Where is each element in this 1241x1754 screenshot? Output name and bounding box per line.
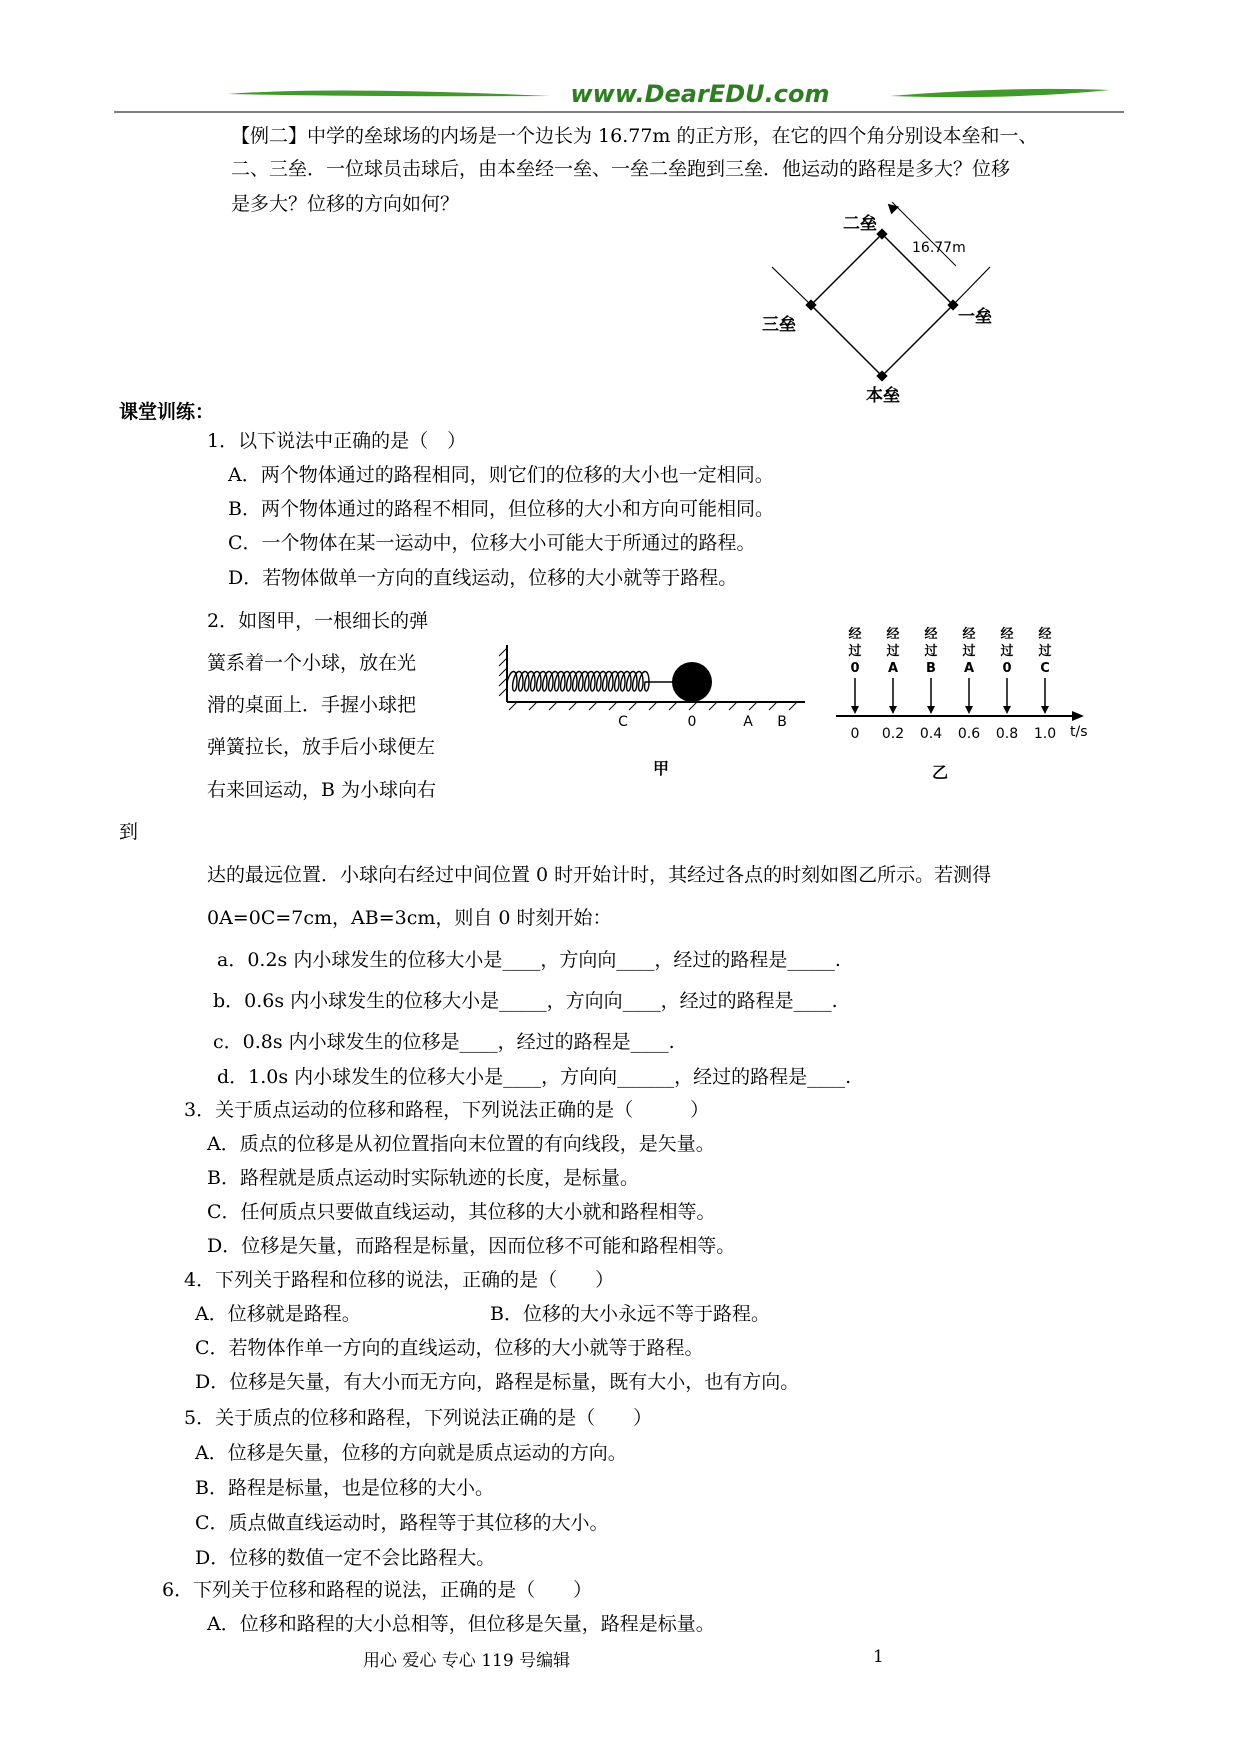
logo-text: www.DearEDU.com (570, 80, 830, 108)
dimension-line (892, 202, 956, 266)
side-length-label: 16.77m (912, 240, 966, 256)
spring (507, 672, 673, 692)
svg-text:经: 经 (1000, 627, 1014, 642)
q4-option-d: D．位移是矢量，有大小而无方向，路程是标量，既有大小，也有方向。 (195, 1371, 800, 1393)
footer-text: 用心 爱心 专心 119 号编辑 (363, 1651, 571, 1671)
q3-option-a: A．质点的位移是从初位置指向末位置的有向线段，是矢量。 (207, 1133, 715, 1155)
q2-text-line-2: 簧系着一个小球，放在光 (207, 652, 417, 674)
q2-text-line-4: 弹簧拉长，放手后小球便左 (207, 736, 436, 758)
q5-stem: 5．关于质点的位移和路程，下列说法正确的是（ ） (184, 1407, 653, 1429)
svg-text:经: 经 (886, 627, 900, 642)
diamond-figure (760, 200, 1010, 415)
base-3-label: 三垒 (762, 315, 796, 335)
q2-sub-a: a．0.2s 内小球发生的位移大小是____，方向向____，经过的路程是_____. (217, 949, 841, 971)
q2-text-line-1: 2．如图甲，一根细长的弹 (207, 610, 429, 632)
foul-line-left (772, 267, 811, 305)
page-number: 1 (873, 1647, 884, 1667)
q4-option-a: A．位移就是路程。 (195, 1303, 361, 1325)
dimension-arrow-top (884, 200, 899, 214)
q4-option-c: C．若物体作单一方向的直线运动，位移的大小就等于路程。 (195, 1337, 704, 1359)
q5-option-a: A．位移是矢量，位移的方向就是质点运动的方向。 (195, 1442, 627, 1464)
example2-line-3: 是多大？位移的方向如何？ (231, 193, 460, 215)
tick-label-0: 0 (850, 726, 860, 742)
svg-text:经: 经 (848, 627, 862, 642)
foul-line-right (953, 267, 990, 305)
wall-hatching (499, 648, 507, 696)
svg-text:经: 经 (1038, 627, 1052, 642)
tick-label-2: 0.4 (919, 726, 943, 742)
q1-option-d: D．若物体做单一方向的直线运动，位移的大小就等于路程。 (228, 567, 738, 589)
time-axis-arrow (1072, 711, 1084, 721)
svg-text:B: B (926, 661, 936, 676)
pass-marker-3 (924, 626, 937, 676)
tick-label-1: 0.2 (881, 726, 905, 742)
point-0-label: 0 (687, 714, 697, 730)
q2-text-line-5: 右来回运动，B 为小球向右 (207, 779, 437, 801)
q6-option-a: A．位移和路程的大小总相等，但位移是矢量，路程是标量。 (207, 1613, 715, 1635)
tick-label-5: 1.0 (1033, 726, 1057, 742)
q2-cont-line-1: 达的最远位置．小球向右经过中间位置 0 时开始计时，其经过各点的时刻如图乙所示。若测得 (207, 864, 992, 886)
q4-stem: 4．下列关于路程和位移的说法，正确的是（ ） (184, 1269, 615, 1291)
pass-marker-1 (848, 626, 861, 676)
q2-sub-d: d．1.0s 内小球发生的位移大小是____，方向向______，经过的路程是____. (217, 1066, 852, 1088)
figure-jia (495, 640, 815, 785)
example2-line-2: 二、三垒．一位球员击球后，由本垒经一垒、一垒二垒跑到三垒．他运动的路程是多大？位移 (231, 158, 1011, 180)
svg-text:过: 过 (886, 644, 900, 659)
q3-stem: 3．关于质点运动的位移和路程，下列说法正确的是（ ） (184, 1099, 710, 1121)
pass-marker-5 (1000, 626, 1013, 676)
svg-text:A: A (963, 661, 975, 676)
svg-text:过: 过 (1000, 644, 1014, 659)
svg-text:过: 过 (924, 644, 938, 659)
q3-option-b: B．路程就是质点运动时实际轨迹的长度，是标量。 (207, 1167, 639, 1189)
q3-option-c: C．任何质点只要做直线运动，其位移的大小就和路程相等。 (207, 1201, 716, 1223)
q3-option-d: D．位移是矢量，而路程是标量，因而位移不可能和路程相等。 (207, 1235, 736, 1257)
caption-yi: 乙 (931, 763, 949, 782)
q4-option-b: B．位移的大小永远不等于路程。 (490, 1303, 770, 1325)
q2-sub-b: b．0.6s 内小球发生的位移大小是_____，方向向____，经过的路程是____. (213, 990, 838, 1012)
time-unit-label: t/s (1070, 724, 1088, 740)
q2-cont-line-2: 0A=0C=7cm，AB=3cm，则自 0 时刻开始： (207, 907, 612, 929)
base-2-label: 二垒 (843, 214, 877, 234)
svg-text:C: C (1040, 661, 1050, 676)
q5-option-d: D．位移的数值一定不会比路程大。 (195, 1547, 496, 1569)
table-hatching (509, 702, 797, 710)
caption-jia: 甲 (652, 759, 670, 778)
base-1-label: 一垒 (958, 307, 992, 327)
q1-option-c: C．一个物体在某一运动中，位移大小可能大于所通过的路程。 (228, 532, 756, 554)
pass-marker-6 (1038, 626, 1051, 676)
section-title: 课堂训练： (119, 401, 215, 423)
q1-stem: 1．以下说法中正确的是（ ） (207, 430, 467, 452)
ball (672, 662, 712, 702)
tick-label-4: 0.8 (995, 726, 1019, 742)
home-label: 本垒 (866, 386, 900, 406)
svg-text:0: 0 (850, 661, 860, 676)
q1-option-a: A．两个物体通过的路程相同，则它们的位移的大小也一定相同。 (228, 464, 774, 486)
svg-text:0: 0 (1002, 661, 1012, 676)
point-c-label: C (618, 714, 628, 730)
svg-text:A: A (887, 661, 899, 676)
point-a-label: A (743, 714, 753, 730)
pass-marker-4 (962, 626, 975, 676)
q2-wrap-word: 到 (119, 821, 139, 843)
svg-text:过: 过 (1038, 644, 1052, 659)
example2-line-1: 【例二】中学的垒球场的内场是一个边长为 16.77m 的正方形，在它的四个角分别设本垒和一、 (231, 125, 1038, 147)
q5-option-b: B．路程是标量，也是位移的大小。 (195, 1477, 494, 1499)
q1-option-b: B．两个物体通过的路程不相同，但位移的大小和方向可能相同。 (228, 498, 774, 520)
tick-label-3: 0.6 (957, 726, 981, 742)
pass-marker-2 (886, 626, 899, 676)
logo-swoosh-left (228, 90, 550, 96)
svg-text:过: 过 (962, 644, 976, 659)
pass-arrows (855, 678, 1045, 710)
q5-option-c: C．质点做直线运动时，路程等于其位移的大小。 (195, 1512, 609, 1534)
figure-yi (830, 622, 1110, 787)
header-logo (110, 80, 1130, 116)
logo-swoosh-right (890, 89, 1110, 97)
q2-sub-c: c．0.8s 内小球发生的位移是____，经过的路程是____. (213, 1031, 675, 1053)
svg-text:过: 过 (848, 644, 862, 659)
q2-text-line-3: 滑的桌面上．手握小球把 (207, 694, 417, 716)
point-b-label: B (777, 714, 787, 730)
svg-text:经: 经 (924, 627, 938, 642)
svg-text:经: 经 (962, 627, 976, 642)
q6-stem: 6．下列关于位移和路程的说法，正确的是（ ） (162, 1579, 593, 1601)
